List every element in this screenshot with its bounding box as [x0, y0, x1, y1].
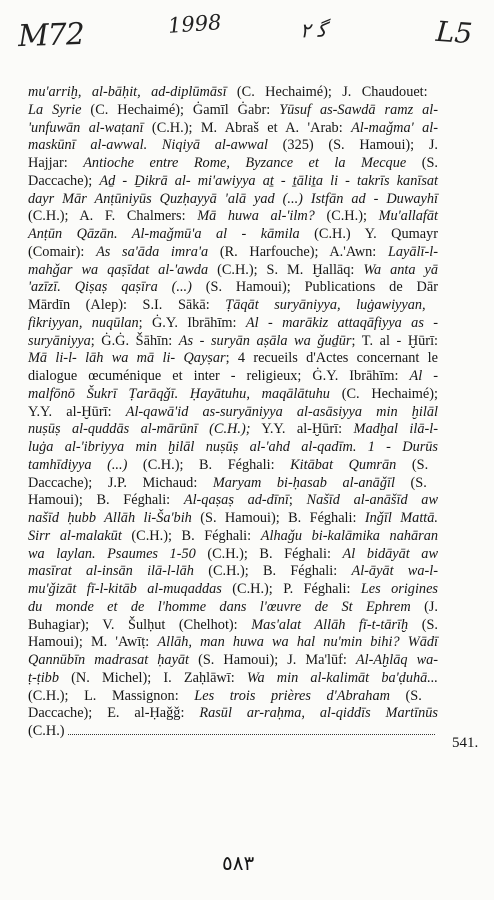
text-line	[28, 208, 438, 226]
plain-text: ; Ġ.Y. Ibrāhīm:	[138, 314, 246, 331]
plain-text: (R. Harfouche); A.'Awn:	[208, 243, 388, 260]
text-line	[28, 120, 438, 138]
entry-end-line	[28, 723, 438, 741]
title-text: Yūsuf as-Sawdā ramz al-	[279, 101, 438, 118]
title-text: mahǧar wa qaṣīdat al-'awda	[28, 261, 209, 278]
title-text: Al - marākiz attaqāfiyya as -	[245, 314, 439, 331]
title-text: Mas'alat Allāh fī-t-tārīḫ	[251, 616, 409, 633]
text-line	[28, 244, 438, 262]
plain-text: (J.	[410, 598, 438, 615]
plain-text: (S.	[408, 616, 438, 633]
text-line	[28, 191, 438, 209]
text-line	[28, 226, 438, 244]
title-text: 'azīzī. Qiṣaṣ qaṣīra (...)	[28, 279, 192, 296]
plain-text: dialogue œcuménique et inter - religieux; Ġ.Y. Ibrāhīm:	[28, 368, 410, 384]
plain-text: Hajjar:	[28, 155, 84, 171]
plain-text: (S. Hamoui); J. Ma'lūf:	[189, 652, 356, 668]
title-text: Aḏ - Ḏikrā al- mi'awiyya aṯ - ṯāliṯa li - takrīs kanīsat	[99, 172, 439, 189]
dot-leader	[68, 734, 435, 735]
plain-text: (N. Michel); I. Zaḥlāwī:	[58, 669, 247, 686]
plain-text: Y.Y. al-Ḫūrī:	[28, 403, 126, 420]
text-line	[28, 262, 438, 280]
text-line	[28, 688, 438, 706]
title-text: Antioche entre Rome, Byzance et la Mecque	[83, 155, 407, 171]
plain-text: (C. Hechaimé); Ġamīl Ġabr:	[81, 101, 280, 118]
text-line	[28, 546, 438, 564]
plain-text: ;	[288, 492, 307, 509]
plain-text: Buhagiar); V. Šulḥut (Chelhot):	[28, 616, 252, 633]
title-text: Qannūbīn madrasat ḥayāt	[28, 652, 190, 668]
text-line	[28, 350, 438, 368]
text-line	[28, 333, 438, 351]
text-line	[28, 421, 438, 439]
title-text: Ṭāqāt suryāniyya, luġawiyyan,	[225, 297, 426, 313]
title-text: Al-qawā'id as-suryāniyya al-asāsiyya min ḫilāl	[125, 403, 438, 420]
plain-text: (C.H.); S. M. Ḫallāq:	[208, 261, 364, 278]
plain-text: Hamoui); M. 'Awīṭ:	[28, 634, 158, 651]
plain-text: Daccache); E. al-Ḥaǧǧ:	[28, 705, 200, 722]
plain-text: (Comair):	[28, 243, 97, 260]
title-text: Anṭūn Qāzān. Al-maǧmū'a al - kāmila	[28, 226, 300, 242]
handwritten-note-left: M72	[17, 16, 85, 55]
text-line	[28, 510, 438, 528]
handwritten-mark: ﮔ ٢	[299, 17, 328, 43]
title-text: Al-qaṣaṣ ad-dīnī	[183, 492, 289, 509]
text-line	[28, 137, 438, 155]
plain-text: ; T. al - Ḫūrī:	[351, 332, 439, 349]
plain-text: (S. Hamoui); Publications de Dār	[191, 279, 438, 296]
plain-text: Mārdīn (Alep): S.I. Sākā:	[28, 297, 226, 313]
title-text: mu'arriḫ, al-bāḥit, ad-diplūmāsī	[28, 84, 227, 100]
text-line	[28, 439, 438, 457]
title-text: Kitābat Qumrān	[290, 456, 397, 473]
bibliography-entry-text	[28, 84, 438, 741]
title-text: maskūnī al-awwal. Niqiyā al-awwal	[28, 137, 268, 154]
title-text: 'unfuwān al-waṭanī	[28, 119, 144, 136]
plain-text: (C.H.); P. Féghali:	[221, 581, 361, 597]
plain-text: (C.H.); B. Féghali:	[127, 456, 291, 473]
entry-end-text: (C.H.)	[28, 723, 65, 739]
handwritten-note-right: L5	[434, 14, 474, 51]
title-text: Maryam bi-ḥasab al-anāǧīl	[212, 474, 395, 491]
text-line	[28, 84, 438, 102]
text-line	[28, 475, 438, 493]
entry-number: 541.	[452, 735, 479, 751]
title-text: Wa anta yā	[363, 261, 438, 278]
text-line	[28, 634, 438, 652]
plain-text: (C.H.); B. Féghali:	[193, 563, 352, 580]
text-line	[28, 670, 438, 688]
text-line	[28, 404, 438, 422]
title-text: Layālī-l-	[387, 243, 438, 260]
text-line	[28, 652, 438, 670]
text-line	[28, 705, 438, 723]
plain-text: (S.	[389, 687, 422, 704]
title-text: Al-āyāt wa-l-	[351, 563, 438, 580]
plain-text: (S.	[394, 474, 427, 491]
title-text: Allāh, man huwa wa hal nu'min bihi? Wādī	[157, 634, 438, 651]
plain-text: (C.H.) Y. Qumayr	[299, 226, 438, 242]
title-text: Al bidāyāt aw	[342, 545, 438, 562]
text-line	[28, 173, 438, 191]
title-text: Les origines	[360, 581, 438, 597]
plain-text: (S.	[406, 155, 438, 171]
plain-text: (C.H.);	[314, 208, 379, 225]
plain-text: (C.H.); M. Abraš et A. 'Arab:	[143, 119, 352, 136]
title-text: dayr Mār Anṭūniyūs Quzḥayyā 'alā yad (...) Istfān ad - Duwayhī	[28, 190, 438, 207]
plain-text: Hamoui); B. Féghali:	[28, 492, 184, 509]
title-text: ṭ-ṭibb	[28, 669, 59, 686]
title-text: nuṣūṣ al-quddās al-mārūnī (C.H.);	[28, 421, 251, 438]
title-text: Al-maǧma' al-	[351, 119, 438, 136]
text-line	[28, 279, 438, 297]
title-text: Al-Aḫlāq wa-	[355, 652, 439, 668]
text-line	[28, 368, 438, 386]
title-text: suryāniyya	[28, 332, 91, 349]
text-line	[28, 563, 438, 581]
text-line	[28, 386, 438, 404]
title-text: fikriyyan, nuqūlan	[28, 314, 139, 331]
page-number: ٥٨٣	[222, 851, 255, 875]
title-text: masīrat al-insān ilā-l-lāh	[28, 563, 194, 580]
title-text: mu'ǧizāt fī-l-kitāb al-muqaddas	[28, 581, 222, 597]
plain-text: (C. Hechaimé);	[329, 385, 438, 402]
title-text: La Syrie	[28, 101, 82, 118]
title-text: Al -	[409, 368, 438, 384]
title-text: Wa min al-kalimāt ba'ḍuhā...	[246, 669, 438, 686]
text-line	[28, 528, 438, 546]
plain-text: (C. Hechaimé); J. Chaudouet:	[226, 84, 438, 100]
title-text: As - suryān aṣāla wa ǧuḏūr	[178, 332, 352, 349]
plain-text: ; 4 recueils d'Actes concernant le	[225, 350, 438, 367]
text-line	[28, 581, 438, 599]
title-text: Mā huwa al-'ilm?	[197, 208, 315, 225]
text-line	[28, 599, 438, 617]
title-text: Alhaǧu bi-kalāmika nahāran	[260, 527, 438, 544]
title-text: du monde et de l'homme dans l'œuvre de St Ephrem	[28, 598, 411, 615]
plain-text: (C.H.); B. Féghali:	[195, 545, 343, 562]
title-text: As sa'āda imra'a	[96, 243, 209, 260]
text-line	[28, 457, 438, 475]
plain-text: (C.H.); L. Massignon:	[28, 687, 195, 704]
plain-text: ; Ġ.Ġ. Šāhīn:	[90, 332, 179, 349]
plain-text: Daccache);	[28, 172, 100, 189]
title-text: Mu'allafāt	[378, 208, 439, 225]
plain-text: Daccache); J.P. Michaud:	[28, 474, 213, 491]
text-line	[28, 492, 438, 510]
text-line	[28, 315, 438, 333]
text-line	[28, 155, 438, 173]
title-text: Mā li-l- lāh wa mā li- Qayṣar	[28, 350, 226, 367]
title-text: wa laylan. Psaumes 1-50	[28, 545, 196, 562]
title-text: malfōnō Šukrī Ṭarāqǧī. Ḥayātuhu, maqālātuhu	[28, 385, 330, 402]
title-text: našīd ḥubb Allāh li-Ša'bih	[28, 510, 192, 526]
title-text: Inǧīl Mattā.	[364, 510, 439, 526]
title-text: luġa al-'ibriyya min ḫilāl nuṣūṣ al-'ahd al-qadīm. 1 - Durūs	[28, 439, 438, 455]
text-line	[28, 617, 438, 635]
title-text: Les trois prières d'Abraham	[194, 687, 390, 704]
text-line	[28, 297, 438, 315]
plain-text: (C.H.); A. F. Chalmers:	[28, 208, 198, 225]
title-text: Madḫal ilā-l-	[353, 421, 439, 438]
title-text: Našīd al-anāšīd aw	[306, 492, 438, 509]
text-line	[28, 102, 438, 120]
title-text: tamhīdiyya (...)	[28, 456, 128, 473]
title-text: Rasūl ar-raḥma, al-qiddīs Martīnūs	[199, 705, 438, 722]
plain-text: (C.H.); B. Féghali:	[121, 527, 261, 544]
plain-text: Y.Y. al-Ḫūrī:	[250, 421, 354, 438]
handwritten-year: 1998	[167, 10, 223, 38]
plain-text: (S.	[396, 456, 429, 473]
plain-text: (S. Hamoui); B. Féghali:	[191, 510, 365, 526]
title-text: Sirr al-malakūt	[28, 527, 122, 544]
plain-text: (325) (S. Hamoui); J.	[267, 137, 438, 154]
